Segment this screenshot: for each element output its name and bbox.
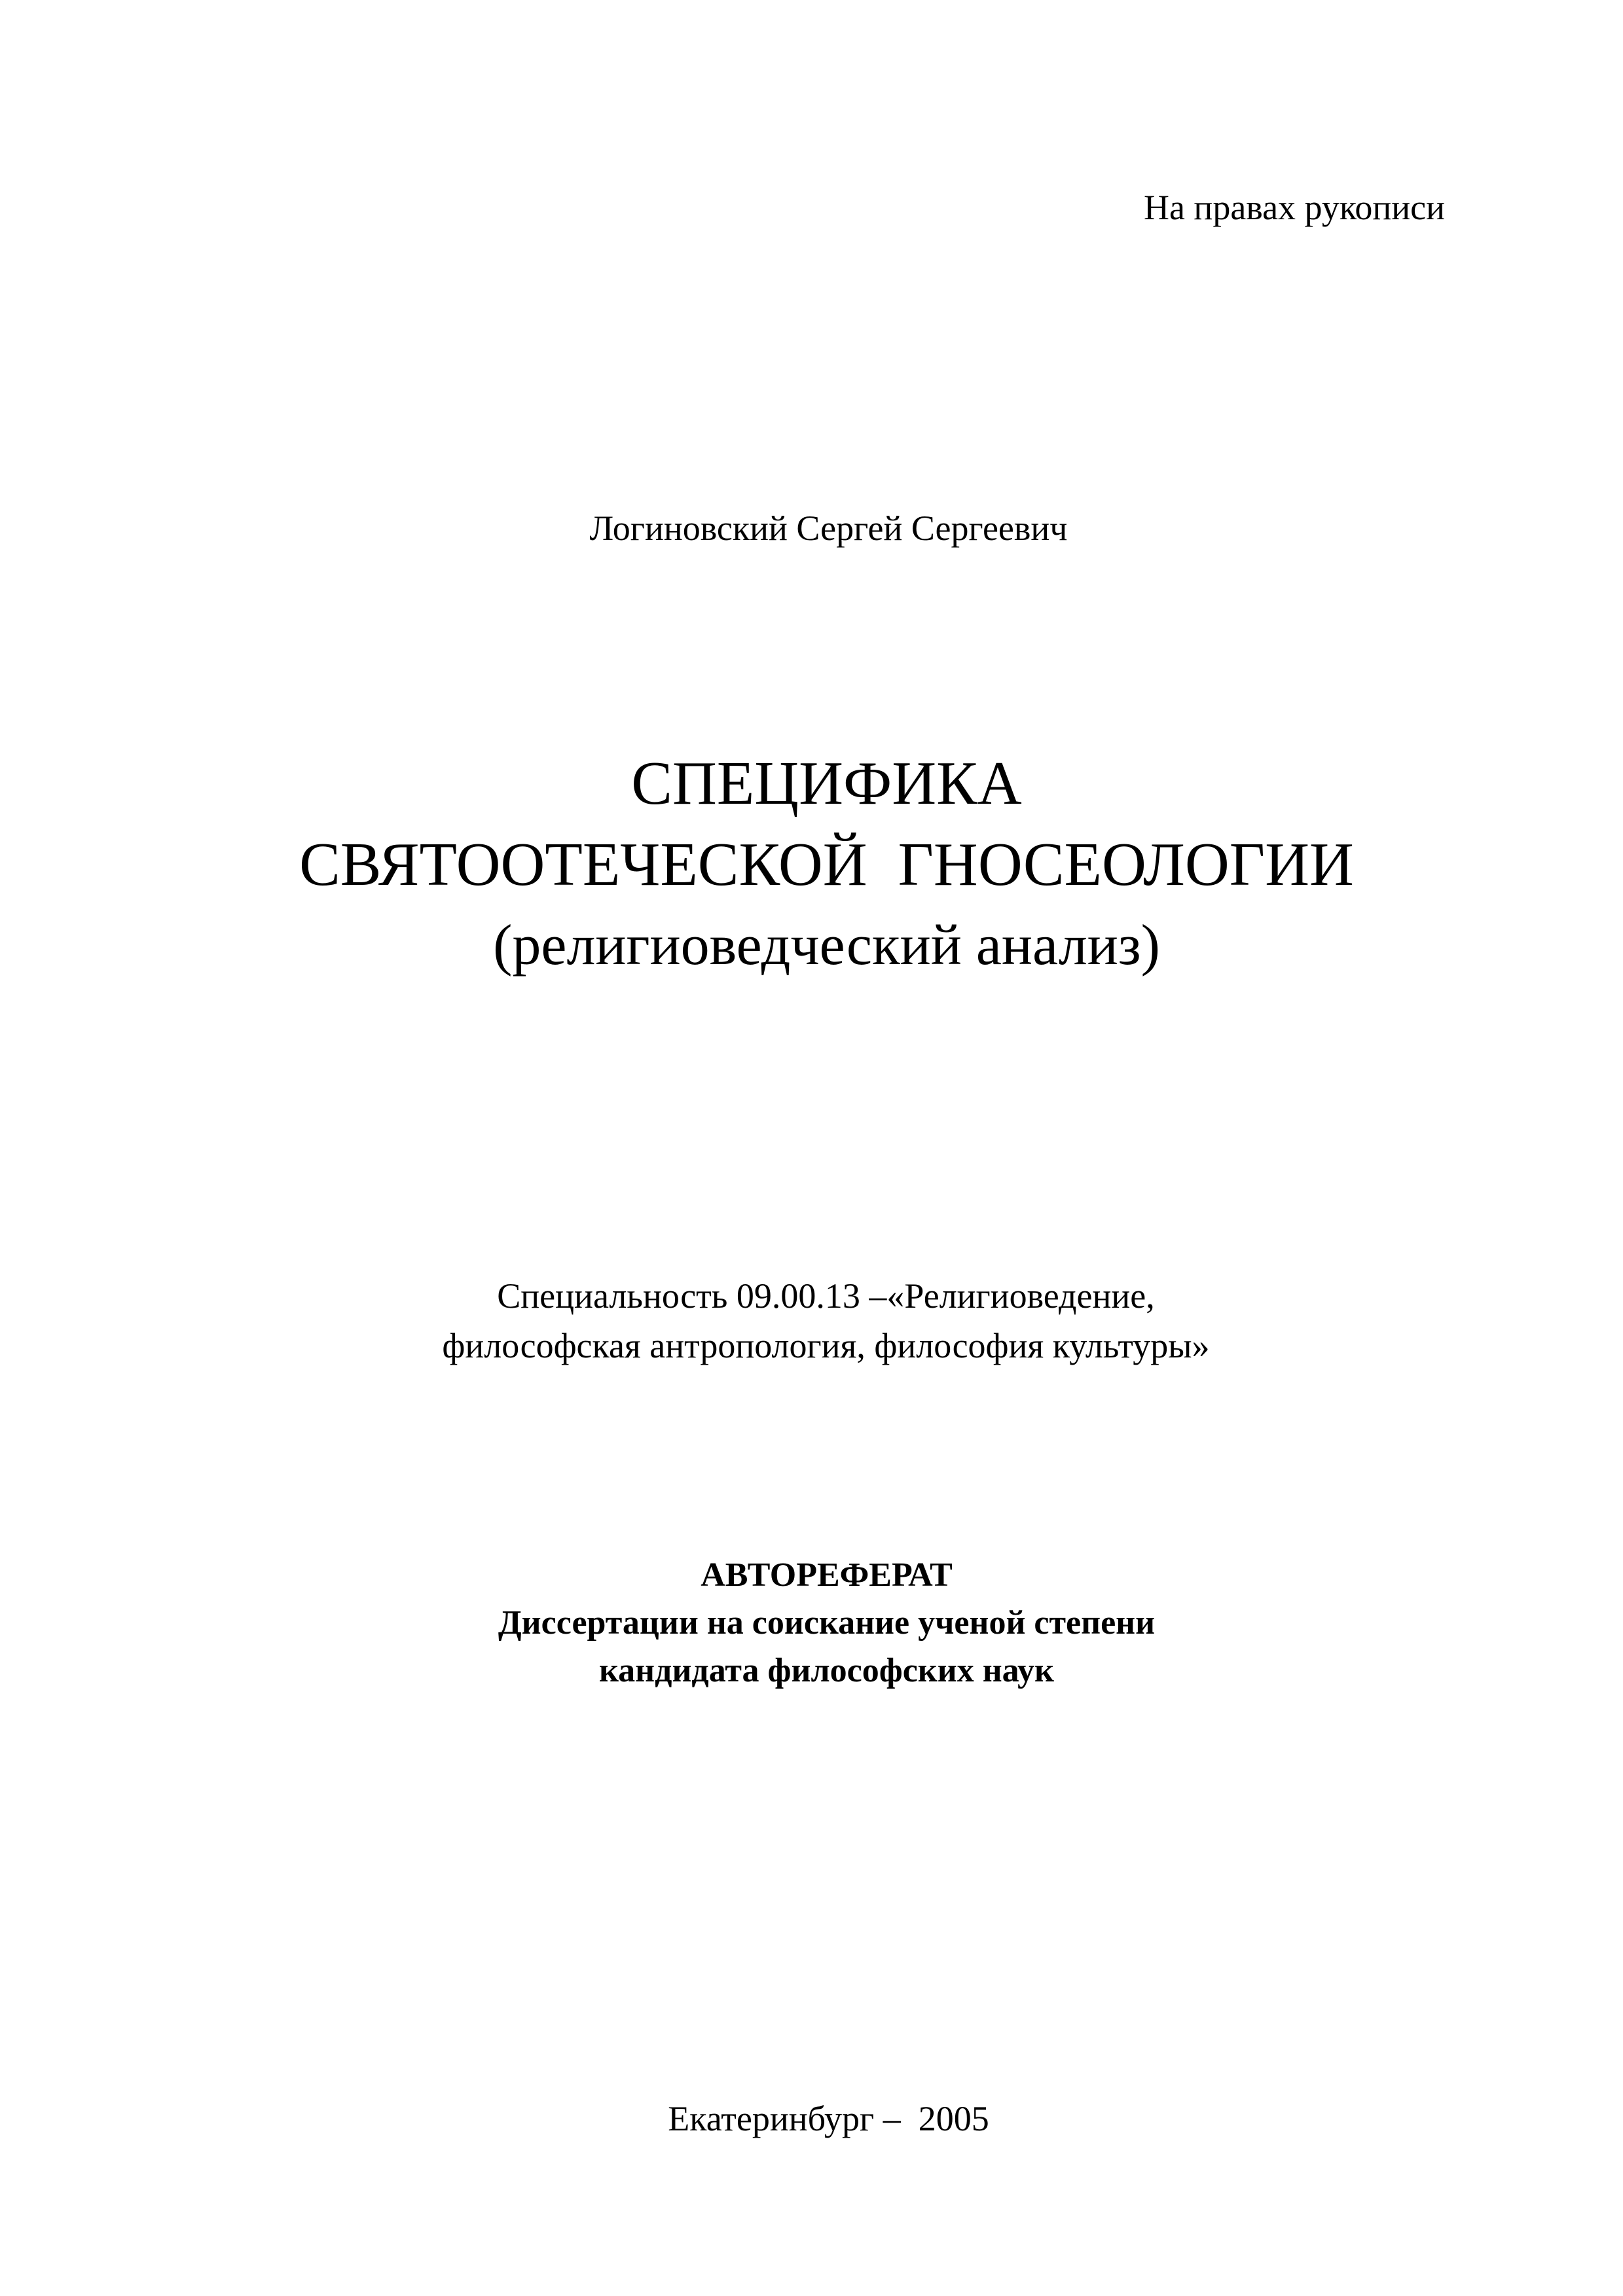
manuscript-note: На правах рукописи [1143,188,1445,227]
dissertation-title [0,743,1623,986]
specialty-line-2: философская антропология, философия культуры» [442,1326,1210,1365]
author-name: Логиновский Сергей Сергеевич [589,509,1068,548]
abstract-heading: АВТОРЕФЕРАТ [701,1556,953,1594]
specialty-line-1: Специальность 09.00.13 –«Религиоведение, [497,1276,1155,1316]
city-year: Екатеринбург – 2005 [668,2099,989,2138]
title-line-2: СВЯТООТЕЧЕСКОЙ ГНОСЕОЛОГИИ [299,831,1354,899]
specialty-block [0,1271,1623,1371]
abstract-line-2: Диссертации на соискание ученой степени [498,1604,1156,1641]
title-subtitle: (религиоведческий анализ) [493,914,1160,977]
abstract-line-3: кандидата философских наук [599,1652,1054,1689]
title-line-1: СПЕЦИФИКА [631,749,1022,817]
abstract-heading-block [0,1551,1623,1695]
